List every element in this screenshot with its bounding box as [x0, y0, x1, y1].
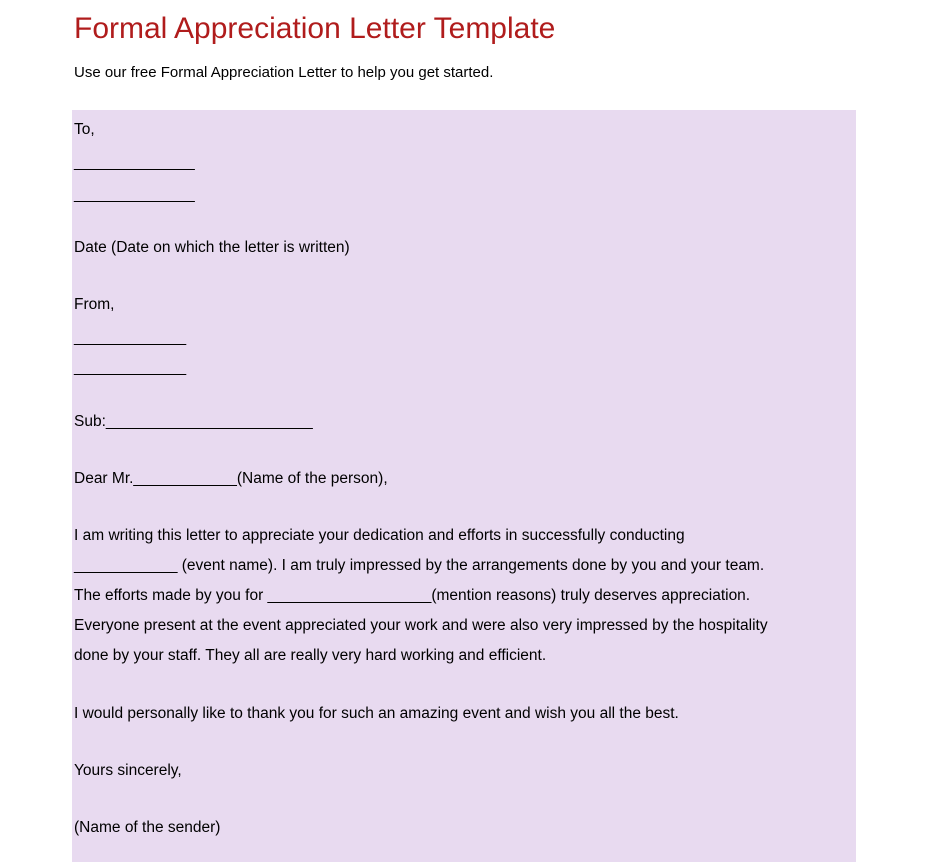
page-title: Formal Appreciation Letter Template: [74, 12, 556, 45]
date-line: Date (Date on which the letter is written): [74, 239, 350, 256]
thanks-line: I would personally like to thank you for such an amazing event and wish you all the best.: [74, 705, 679, 722]
from-blank-line-2: _____________: [74, 359, 187, 376]
intro-text: Use our free Formal Appreciation Letter to help you get started.: [74, 64, 494, 81]
body-line: I am writing this letter to appreciate your dedication and efforts in successfully conducting: [74, 527, 685, 544]
salutation: Dear Mr.____________(Name of the person),: [74, 470, 388, 487]
body-line: The efforts made by you for ___________________(mention reasons) truly deserves appreciation.: [74, 587, 751, 604]
to-blank-line-2: ______________: [74, 186, 195, 203]
from-blank-line-1: _____________: [74, 329, 187, 346]
body-line: ____________ (event name). I am truly impressed by the arrangements done by you and your team.: [74, 557, 765, 574]
to-blank-line-1: ______________: [74, 154, 195, 171]
letter-template-box: [72, 110, 856, 862]
sender-name: (Name of the sender): [74, 819, 221, 836]
from-label: From,: [74, 296, 115, 313]
closing: Yours sincerely,: [74, 762, 182, 779]
body-line: Everyone present at the event appreciated your work and were also very impressed by the hospitality: [74, 617, 768, 634]
to-label: To,: [74, 121, 95, 138]
subject-line: Sub:________________________: [74, 413, 313, 430]
body-line: done by your staff. They all are really very hard working and efficient.: [74, 647, 547, 664]
